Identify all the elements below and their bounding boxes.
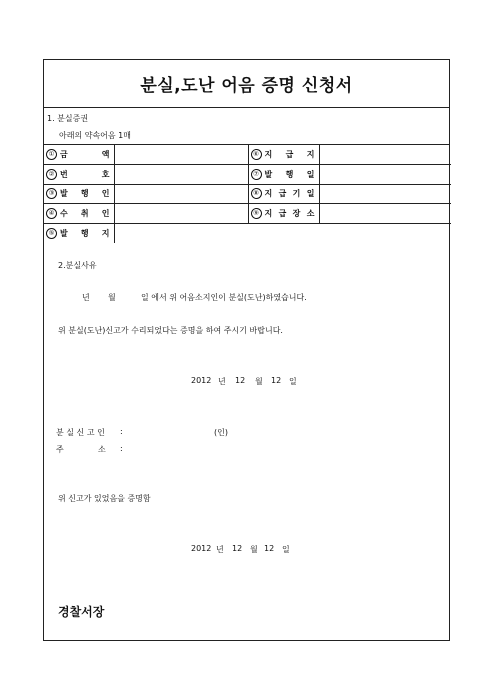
issue-date-field[interactable] (319, 165, 451, 185)
table-row (44, 204, 451, 224)
payment-place-label: ⑥ 지 급 지 (248, 145, 319, 165)
date2-year-unit: 년 (216, 545, 224, 554)
loss-sentence: 일 에서 위 어음소지인이 분실(도난)하였습니다. (141, 293, 307, 302)
lost-security-heading: 1. 분실증권 (47, 114, 89, 123)
due-date-label: ⑧ 지 급 기 일 (248, 184, 319, 204)
payment-location-label: ⑨ 지 급 장 소 (248, 204, 319, 224)
table-row (44, 165, 451, 185)
table-row (44, 184, 451, 204)
date-day: 12 (271, 376, 282, 385)
lost-security-subtext: 아래의 약속어음 1매 (59, 131, 131, 140)
year-label: 년 (82, 293, 90, 302)
confirm-sentence: 위 신고가 있었음을 증명함 (58, 494, 151, 503)
address-label-2: 소 (98, 445, 106, 454)
loss-reason-heading: 2.분실사유 (58, 261, 97, 270)
table-row (44, 223, 451, 243)
payment-place-field[interactable] (319, 145, 451, 165)
month-label: 월 (108, 293, 116, 302)
due-date-field[interactable] (319, 184, 451, 204)
note-details-table (44, 145, 451, 243)
date2-day-unit: 일 (282, 545, 290, 554)
payee-field[interactable] (114, 204, 248, 224)
amount-field[interactable] (114, 145, 248, 165)
date2-day: 12 (264, 544, 275, 553)
payment-location-field[interactable] (319, 204, 451, 224)
issuer-label: ③ 발 행 인 (44, 184, 114, 204)
issue-date-label: ⑦ 발 행 일 (248, 165, 319, 185)
date2-year: 2012 (191, 544, 212, 553)
date-month-unit: 월 (255, 377, 263, 386)
date-year: 2012 (191, 376, 212, 385)
address-label-1: 주 (56, 445, 64, 454)
date-year-unit: 년 (218, 377, 226, 386)
reporter-label: 분 실 신 고 인 (56, 428, 105, 437)
seal-mark: (인) (214, 428, 228, 437)
issue-place-field[interactable] (114, 223, 451, 243)
form-title: 분실,도난 어음 증명 신청서 (44, 60, 449, 108)
table-row (44, 145, 451, 165)
date-day-unit: 일 (289, 377, 297, 386)
issuer-field[interactable] (114, 184, 248, 204)
police-chief-title: 경찰서장 (58, 605, 105, 619)
loss-reason-section (44, 248, 449, 640)
number-label: ② 번 호 (44, 165, 114, 185)
address-colon: : (120, 444, 123, 453)
payee-label: ④ 수 취 인 (44, 204, 114, 224)
date2-month: 12 (232, 544, 243, 553)
request-sentence: 위 분실(도난)신고가 수리되었다는 증명을 하여 주시기 바랍니다. (58, 326, 283, 335)
issue-place-label: ⑤ 발 행 지 (44, 223, 114, 243)
date2-month-unit: 월 (250, 545, 258, 554)
number-field[interactable] (114, 165, 248, 185)
application-form (43, 59, 450, 641)
date-month: 12 (235, 376, 246, 385)
lost-security-section (44, 108, 449, 145)
amount-label: ① 금 액 (44, 145, 114, 165)
reporter-colon: : (120, 427, 123, 436)
